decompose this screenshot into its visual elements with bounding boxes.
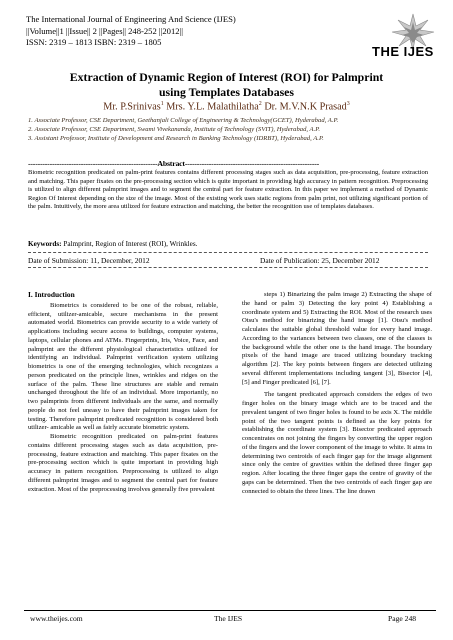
paragraph: Biometrics is considered to be one of the robust, reliable, efficient, utilizer-amicable, secure mechanisms in the present automated world. Biometrics can provide security to a wide variety of applications including secure access to buildings, computer systems, laptops, cellular phones and ATMs. Fingerprints, Iris, Voice, Face, and palmprint are the different physiological characteristics utilized for identifying an individual. Palmprint verification system utilizing biometrics is one of the emerging technologies, which recognizes a person predicated on the principle lines, wrinkles and ridges on the surface of the palm. These line structures are stable and remain unchanged throughout the life of an individual. More importantly, no two palmprints from different individuals are the same, and normally people do not feel uneasy to have their palmprint images taken for testing. Therefore palmprint predicated recognition is considered both utilizer- amicable as well as fairly accurate biometric system. — [28, 301, 218, 432]
paper-title-line-1: Extraction of Dynamic Region of Interest (ROI) for Palmprint — [69, 70, 384, 84]
keywords — [28, 240, 428, 248]
author-2-marker: 2 — [258, 101, 262, 107]
left-column — [28, 291, 218, 494]
footer-journal: The IJES — [214, 614, 243, 623]
author-2: Mrs. Y.L. Malathilatha — [163, 101, 259, 113]
author-3: Dr. M.V.N.K Prasad — [261, 101, 347, 113]
journal-volume: ||Volume||1 ||Issue|| 2 ||Pages|| 248-252 ||2012|| — [26, 25, 183, 36]
abstract-text: Biometric recognition predicated on palm-print features contains different processing stages such as data acquisition, pre-processing, feature extraction and matching. This paper fixates on the pre-processing section which is quite important in providing high accuracy in pattern recognition. Preprocessing is utilized to align different palmprint images and to segment the central part for feature extraction. In this paper we implement a method of Dynamic Region Of Interest depending on the size of the image. Most of the existing work uses static regions from palm print, not utilizing significant portion of the palm. Intuitively, the more area utilized for feature extraction and matching, the better the recognition use of templates databases. — [28, 169, 428, 211]
paper-title — [20, 70, 433, 100]
abstract-heading: ------------------------------------------------------Abstract-------------------------------------------------------- — [28, 159, 320, 168]
author-3-marker: 3 — [346, 101, 350, 107]
keywords-text: Palmprint, Region of Interest (ROI), Wrinkles. — [61, 240, 198, 248]
paper-title-line-2: using Templates Databases — [158, 85, 295, 99]
journal-name: The International Journal of Engineering And Science (IJES) — [26, 14, 236, 24]
paragraph: The tangent predicated approach considers the edges of two finger holes on the binary image which are to be traced and the prevalent tangent of two finger holes is found to be axis X. The middle point of the two tangent points is defined as the key points for establishing the coordinate system [3]. Bisector predicated approach concentrates on not joining the fingers by converting the upper region of the fingers and the lower component of the image to white. It aims in determining two centroids of each finger gap for the image alignment since only the centre of gravities within the defined three finger gap region. After locating the three finger gaps the centre of gravity of the gaps can be determined. Then the two centroids of each finger gap are connected to obtain the three lines. The line drawn — [242, 391, 432, 495]
paragraph: Biometric recognition predicated on palm-print features contains different processing stages such as data acquisition, pre-processing, feature extraction and matching. This paper fixates on the pre-processing section which is quite important in providing high accuracy in pattern recognition. Preprocessing is utilized to align different palmprint images and to segment the central part for feature extraction. Most of the preprocessing involves generally five prevalent — [28, 433, 218, 493]
affiliation-3: 3. Assistant Professor, Institute of Development and Research in Banking Technology (IDRBT), Hyderabad, A.P. — [28, 135, 324, 143]
journal-issn: ISSN: 2319 – 1813 ISBN: 2319 – 1805 — [26, 37, 162, 48]
author-list — [20, 101, 433, 112]
journal-header — [26, 14, 326, 49]
submission-date: Date of Submission: 11, December, 2012 — [28, 256, 150, 265]
journal-logo-text: THE IJES — [372, 44, 434, 59]
publication-date: Date of Publication: 25, December 2012 — [260, 256, 380, 265]
footer-page-number: Page 248 — [388, 614, 417, 623]
divider-line — [28, 252, 428, 253]
keywords-label: Keywords: — [28, 240, 62, 248]
footer-url[interactable]: www.theijes.com — [30, 614, 83, 623]
author-1: Mr. P.Srinivas — [103, 101, 161, 113]
divider-line — [28, 267, 428, 268]
affiliation-2: 2. Associate Professor, CSE Department, Swami Vivekananda, Institute of Technology (SVIT), Hyderabad, A.P. — [28, 126, 321, 134]
paragraph: steps 1) Binarizing the palm image 2) Extracting the shape of the hand or palm 3) Detecting the key point 4) Establishing a coordinate system and 5) Extracting the ROI. Most of the research uses Otsu's method for binarizing the hand image [1]. Otsu's method calculates the suitable global threshold value for every hand image. According to the variances between two classes, one of the classes is the background while the other one is the hand image. The boundary pixels of the hand image are traced utilizing boundary tracking algorithm [2]. The key points between fingers are detected utilizing several different implementations including tangent [3], Bisector [4], [5] and Finger predicated [6], [7]. — [242, 291, 432, 386]
right-column — [242, 291, 432, 496]
affiliations — [28, 116, 428, 144]
affiliation-1: 1. Associate Professor, CSE Department, Geethanjali College of Engineering & Technology(GCET), Hyderabad, A.P. — [28, 117, 339, 124]
author-1-marker: 1 — [160, 101, 164, 107]
section-heading: I. Introduction — [28, 290, 75, 299]
footer-rule — [24, 610, 436, 611]
